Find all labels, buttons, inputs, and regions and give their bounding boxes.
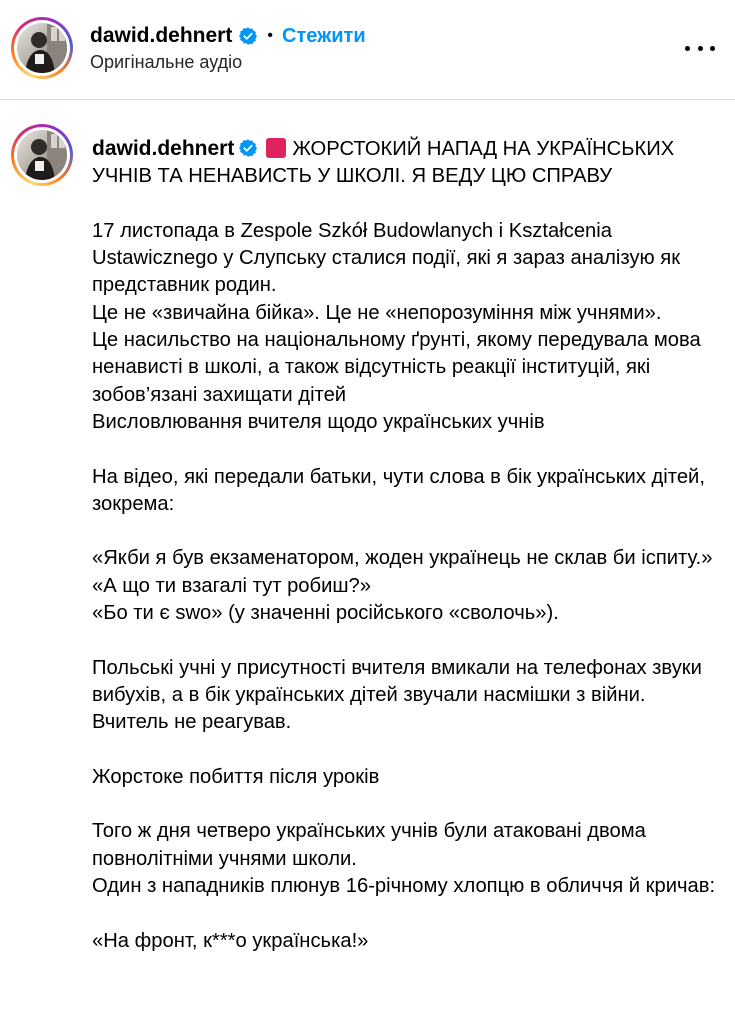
verified-badge-icon [238,138,258,158]
caption-paragraph-5: Жорстоке побиття після уроків [92,765,380,788]
audio-link[interactable]: Оригінальне аудіо [90,52,243,72]
header-username[interactable]: dawid.dehnert [90,24,233,47]
author-avatar[interactable] [11,17,73,79]
caption-username[interactable]: dawid.dehnert [92,137,235,160]
caption-paragraph-6: Того ж дня четверо українських учнів були атаковані двома повнолітніми учнями школи. Один з нападників плюнув 16-річному хлопцю в обличчя й кричав: [92,820,716,898]
caption-paragraph-4: Польські учні у присутності вчителя вмикали на телефонах звуки вибухів, а в бік українських дітей звучали насмішки з війни. Вчитель не реагував. [92,656,702,734]
follow-button[interactable]: Стежити [281,24,366,47]
caption-paragraph-2: На відео, які передали батьки, чути слова в бік українських дітей, зокрема: [92,465,705,515]
caption-author-avatar[interactable] [11,124,73,186]
post-header [0,0,735,100]
caption-paragraph-1: 17 листопада в Zespole Szkół Budowlanych i Kształcenia Ustawicznego у Слупську сталися події, які я зараз аналізую як представник родин. Це не «звичайна бійка». Це не «непорозуміння між учнями». Це насильство на національному ґрунті, якому передувала мова ненависті в школі, а також відсутність реакції інституцій, які зобов’язані захищати дітей Висловлювання вчителя щодо українських учнів [92,219,701,433]
caption-headline: ЖОРСТОКИЙ НАПАД НА УКРАЇНСЬКИХ УЧНІВ ТА НЕНАВИСТЬ У ШКОЛІ. Я ВЕДУ ЦЮ СПРАВУ [92,138,675,188]
caption-headline-line [92,135,730,191]
more-options-icon[interactable] [685,36,715,60]
red-square-emoji [266,138,286,158]
caption-paragraph-7: «На фронт, к***о українська!» [92,929,369,952]
verified-badge-icon [238,26,258,46]
post-caption [92,135,730,955]
avatar-photo [17,130,67,180]
header-separator: • [267,27,273,44]
caption-paragraph-3: «Якби я був екзаменатором, жоден українець не склав би іспиту.» «А що ти взагалі тут робиш?» «Бо ти є swo» (у значенні російського «сволочь»). [92,547,713,625]
avatar-photo [17,23,67,73]
